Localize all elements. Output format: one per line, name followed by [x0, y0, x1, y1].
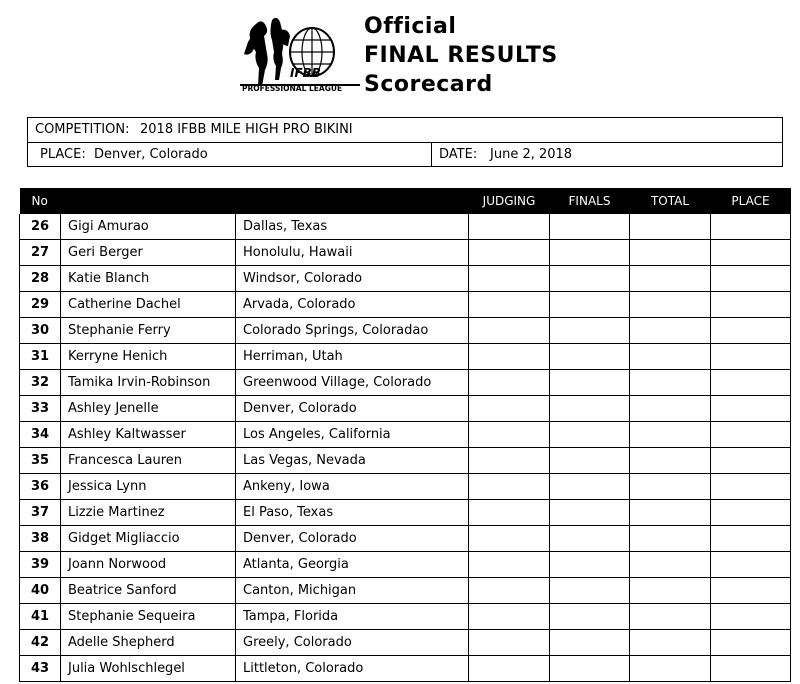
- table-row: [20, 344, 791, 370]
- competitor-city: Greenwood Village, Colorado: [236, 370, 469, 396]
- total-cell: [630, 240, 711, 266]
- competitor-number: 31: [20, 344, 61, 370]
- place-cell: [711, 604, 791, 630]
- place-label: PLACE:: [40, 147, 86, 162]
- competitor-number: 41: [20, 604, 61, 630]
- table-row: [20, 240, 791, 266]
- total-cell: [630, 552, 711, 578]
- judging-cell: [469, 656, 550, 682]
- judging-cell: [469, 292, 550, 318]
- competitor-name: Jessica Lynn: [61, 474, 236, 500]
- header-no: No: [20, 188, 61, 214]
- finals-cell: [550, 396, 630, 422]
- finals-cell: [550, 630, 630, 656]
- finals-cell: [550, 344, 630, 370]
- date-value: June 2, 2018: [490, 147, 573, 162]
- place-cell: [711, 370, 791, 396]
- competitor-name: Francesca Lauren: [61, 448, 236, 474]
- table-header-row: [20, 188, 791, 214]
- total-cell: [630, 370, 711, 396]
- competitor-city: Denver, Colorado: [236, 526, 469, 552]
- competitor-city: Dallas, Texas: [236, 214, 469, 240]
- competitor-name: Julia Wohlschlegel: [61, 656, 236, 682]
- title-line-scorecard: Scorecard: [364, 72, 493, 97]
- header-judging: JUDGING: [469, 188, 550, 214]
- competitor-city: Littleton, Colorado: [236, 656, 469, 682]
- competitor-city: Tampa, Florida: [236, 604, 469, 630]
- competitor-name: Adelle Shepherd: [61, 630, 236, 656]
- place-cell: [711, 656, 791, 682]
- date-label: DATE:: [439, 147, 478, 162]
- judging-cell: [469, 448, 550, 474]
- total-cell: [630, 422, 711, 448]
- table-row: [20, 526, 791, 552]
- place-cell: [711, 448, 791, 474]
- competitor-city: Herriman, Utah: [236, 344, 469, 370]
- competitor-city: Los Angeles, California: [236, 422, 469, 448]
- total-cell: [630, 318, 711, 344]
- place-value: Denver, Colorado: [94, 147, 208, 162]
- total-cell: [630, 604, 711, 630]
- table-row: [20, 552, 791, 578]
- judging-cell: [469, 214, 550, 240]
- competitor-city: Atlanta, Georgia: [236, 552, 469, 578]
- total-cell: [630, 474, 711, 500]
- competitor-number: 36: [20, 474, 61, 500]
- judging-cell: [469, 422, 550, 448]
- competitor-city: Colorado Springs, Coloradao: [236, 318, 469, 344]
- competitor-number: 40: [20, 578, 61, 604]
- competitor-city: Windsor, Colorado: [236, 266, 469, 292]
- competitor-name: Katie Blanch: [61, 266, 236, 292]
- header-finals: FINALS: [550, 188, 630, 214]
- table-row: [20, 292, 791, 318]
- competitor-number: 29: [20, 292, 61, 318]
- place-date-row: [28, 143, 782, 167]
- total-cell: [630, 526, 711, 552]
- competitor-name: Tamika Irvin-Robinson: [61, 370, 236, 396]
- table-row: [20, 656, 791, 682]
- competitor-city: Greely, Colorado: [236, 630, 469, 656]
- place-cell: [711, 526, 791, 552]
- finals-cell: [550, 578, 630, 604]
- total-cell: [630, 500, 711, 526]
- judging-cell: [469, 318, 550, 344]
- competitor-number: 35: [20, 448, 61, 474]
- judging-cell: [469, 474, 550, 500]
- judging-cell: [469, 578, 550, 604]
- competitor-number: 33: [20, 396, 61, 422]
- competitor-name: Ashley Jenelle: [61, 396, 236, 422]
- competitor-city: Ankeny, Iowa: [236, 474, 469, 500]
- header-place: PLACE: [711, 188, 791, 214]
- total-cell: [630, 656, 711, 682]
- competitor-number: 28: [20, 266, 61, 292]
- table-row: [20, 630, 791, 656]
- total-cell: [630, 578, 711, 604]
- total-cell: [630, 396, 711, 422]
- table-row: [20, 422, 791, 448]
- finals-cell: [550, 318, 630, 344]
- table-row: [20, 500, 791, 526]
- finals-cell: [550, 604, 630, 630]
- place-cell: [711, 396, 791, 422]
- results-table: [19, 188, 791, 682]
- place-cell: [711, 240, 791, 266]
- finals-cell: [550, 500, 630, 526]
- competitor-city: Honolulu, Hawaii: [236, 240, 469, 266]
- competitor-city: Denver, Colorado: [236, 396, 469, 422]
- competition-value: 2018 IFBB MILE HIGH PRO BIKINI: [140, 122, 353, 137]
- table-row: [20, 604, 791, 630]
- competitor-name: Gigi Amurao: [61, 214, 236, 240]
- competitor-number: 34: [20, 422, 61, 448]
- competitor-number: 38: [20, 526, 61, 552]
- place-cell: [711, 500, 791, 526]
- place-cell: [711, 474, 791, 500]
- judging-cell: [469, 500, 550, 526]
- total-cell: [630, 344, 711, 370]
- competitor-number: 32: [20, 370, 61, 396]
- competitor-name: Stephanie Sequeira: [61, 604, 236, 630]
- finals-cell: [550, 422, 630, 448]
- judging-cell: [469, 630, 550, 656]
- competitor-name: Lizzie Martinez: [61, 500, 236, 526]
- competitor-number: 43: [20, 656, 61, 682]
- table-row: [20, 318, 791, 344]
- page-title: [364, 12, 558, 99]
- competitor-city: Arvada, Colorado: [236, 292, 469, 318]
- competitor-name: Joann Norwood: [61, 552, 236, 578]
- competitor-number: 26: [20, 214, 61, 240]
- table-row: [20, 370, 791, 396]
- finals-cell: [550, 448, 630, 474]
- finals-cell: [550, 240, 630, 266]
- finals-cell: [550, 474, 630, 500]
- title-line-final-results: FINAL RESULTS: [364, 43, 558, 68]
- total-cell: [630, 214, 711, 240]
- competitor-number: 39: [20, 552, 61, 578]
- competitor-number: 37: [20, 500, 61, 526]
- finals-cell: [550, 370, 630, 396]
- competitor-city: Canton, Michigan: [236, 578, 469, 604]
- info-divider: [431, 143, 432, 167]
- finals-cell: [550, 292, 630, 318]
- competitor-number: 30: [20, 318, 61, 344]
- header-city: [236, 188, 469, 214]
- competition-info-box: [27, 117, 783, 167]
- judging-cell: [469, 396, 550, 422]
- competitor-name: Stephanie Ferry: [61, 318, 236, 344]
- place-cell: [711, 214, 791, 240]
- place-cell: [711, 552, 791, 578]
- place-cell: [711, 266, 791, 292]
- judging-cell: [469, 552, 550, 578]
- place-cell: [711, 292, 791, 318]
- finals-cell: [550, 214, 630, 240]
- place-cell: [711, 630, 791, 656]
- logo-wordmark: IFBB: [290, 66, 321, 80]
- place-cell: [711, 578, 791, 604]
- judging-cell: [469, 370, 550, 396]
- scorecard-header: [0, 0, 800, 110]
- competitor-number: 27: [20, 240, 61, 266]
- competitor-name: Catherine Dachel: [61, 292, 236, 318]
- judging-cell: [469, 526, 550, 552]
- header-name: [61, 188, 236, 214]
- judging-cell: [469, 604, 550, 630]
- finals-cell: [550, 266, 630, 292]
- competitor-city: Las Vegas, Nevada: [236, 448, 469, 474]
- place-cell: [711, 318, 791, 344]
- judging-cell: [469, 240, 550, 266]
- finals-cell: [550, 526, 630, 552]
- table-row: [20, 448, 791, 474]
- competition-row: [28, 118, 782, 143]
- table-body: [20, 214, 791, 682]
- judging-cell: [469, 266, 550, 292]
- table-row: [20, 474, 791, 500]
- place-cell: [711, 344, 791, 370]
- total-cell: [630, 630, 711, 656]
- total-cell: [630, 448, 711, 474]
- place-cell: [711, 422, 791, 448]
- competitor-name: Kerryne Henich: [61, 344, 236, 370]
- competitor-name: Geri Berger: [61, 240, 236, 266]
- competitor-name: Gidget Migliaccio: [61, 526, 236, 552]
- total-cell: [630, 266, 711, 292]
- table-row: [20, 266, 791, 292]
- logo-league-text: PROFESSIONAL LEAGUE: [242, 84, 343, 93]
- judging-cell: [469, 344, 550, 370]
- finals-cell: [550, 656, 630, 682]
- competitor-city: El Paso, Texas: [236, 500, 469, 526]
- table-row: [20, 578, 791, 604]
- competitor-number: 42: [20, 630, 61, 656]
- title-line-official: Official: [364, 14, 457, 39]
- competitor-name: Beatrice Sanford: [61, 578, 236, 604]
- finals-cell: [550, 552, 630, 578]
- table-row: [20, 214, 791, 240]
- table-row: [20, 396, 791, 422]
- header-total: TOTAL: [630, 188, 711, 214]
- total-cell: [630, 292, 711, 318]
- competitor-name: Ashley Kaltwasser: [61, 422, 236, 448]
- competition-label: COMPETITION:: [35, 122, 130, 137]
